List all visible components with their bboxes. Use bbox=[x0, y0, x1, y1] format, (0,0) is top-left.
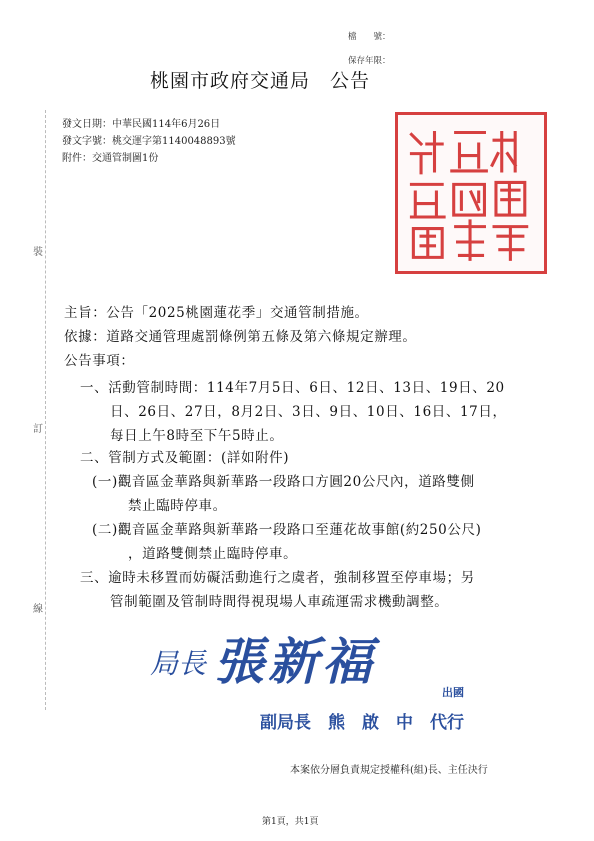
director-name: 張新福 bbox=[214, 633, 376, 691]
attachment: 附件：交通管制圖1份 bbox=[62, 153, 159, 164]
item-1-line-1: 一、活動管制時間：114年7月5日、6日、12日、13日、19日、20 bbox=[80, 380, 505, 396]
deputy-acting: 副局長 熊 啟 中 代行 bbox=[260, 713, 464, 733]
document-number: 發文字號：桃交運字第1140048893號 bbox=[62, 136, 236, 147]
binding-line bbox=[45, 110, 46, 710]
item-3-line-2: 管制範圍及管制時間得視現場人車疏運需求機動調整。 bbox=[110, 594, 449, 610]
delegation-note: 本案依分層負責規定授權科(組)長、主任決行 bbox=[290, 765, 488, 776]
director-title: 局長 bbox=[150, 647, 207, 680]
official-seal bbox=[395, 112, 547, 274]
file-number-label: 檔 號： bbox=[348, 32, 391, 42]
item-2-2-line-2: ，道路雙側禁止臨時停車。 bbox=[128, 546, 298, 562]
item-2-1-line-1: (一)觀音區金華路與新華路一段路口方圓20公尺內，道路雙側 bbox=[92, 474, 475, 490]
item-2-2-line-1: (二)觀音區金華路與新華路一段路口至蓮花故事館(約250公尺) bbox=[92, 522, 482, 538]
away-note: 出國 bbox=[442, 686, 464, 699]
item-2-heading: 二、管制方式及範圍：(詳如附件) bbox=[80, 450, 290, 466]
issue-date: 發文日期：中華民國114年6月26日 bbox=[62, 119, 221, 130]
item-3-line-1: 三、逾時未移置而妨礙活動進行之虞者，強制移置至停車場；另 bbox=[80, 570, 475, 586]
item-1-line-3: 每日上午8時至下午5時止。 bbox=[110, 428, 284, 444]
binding-mark-2: 訂 bbox=[33, 424, 43, 435]
document-title: 桃園市政府交通局 公告 bbox=[150, 70, 371, 92]
basis-line: 依據：道路交通管理處罰條例第五條及第六條規定辦理。 bbox=[64, 329, 417, 345]
binding-mark-1: 裝 bbox=[33, 247, 43, 258]
items-heading: 公告事項： bbox=[64, 353, 135, 369]
binding-mark-3: 線 bbox=[33, 604, 43, 615]
page-number: 第1頁，共1頁 bbox=[262, 817, 319, 827]
item-2-1-line-2: 禁止臨時停車。 bbox=[128, 498, 227, 514]
subject-line: 主旨：公告「2025桃園蓮花季」交通管制措施。 bbox=[64, 305, 369, 321]
retention-period-label: 保存年限： bbox=[348, 56, 391, 66]
seal-glyphs bbox=[398, 115, 544, 271]
item-1-line-2: 日、26日、27日，8月2日、3日、9日、10日、16日、17日， bbox=[110, 404, 507, 420]
